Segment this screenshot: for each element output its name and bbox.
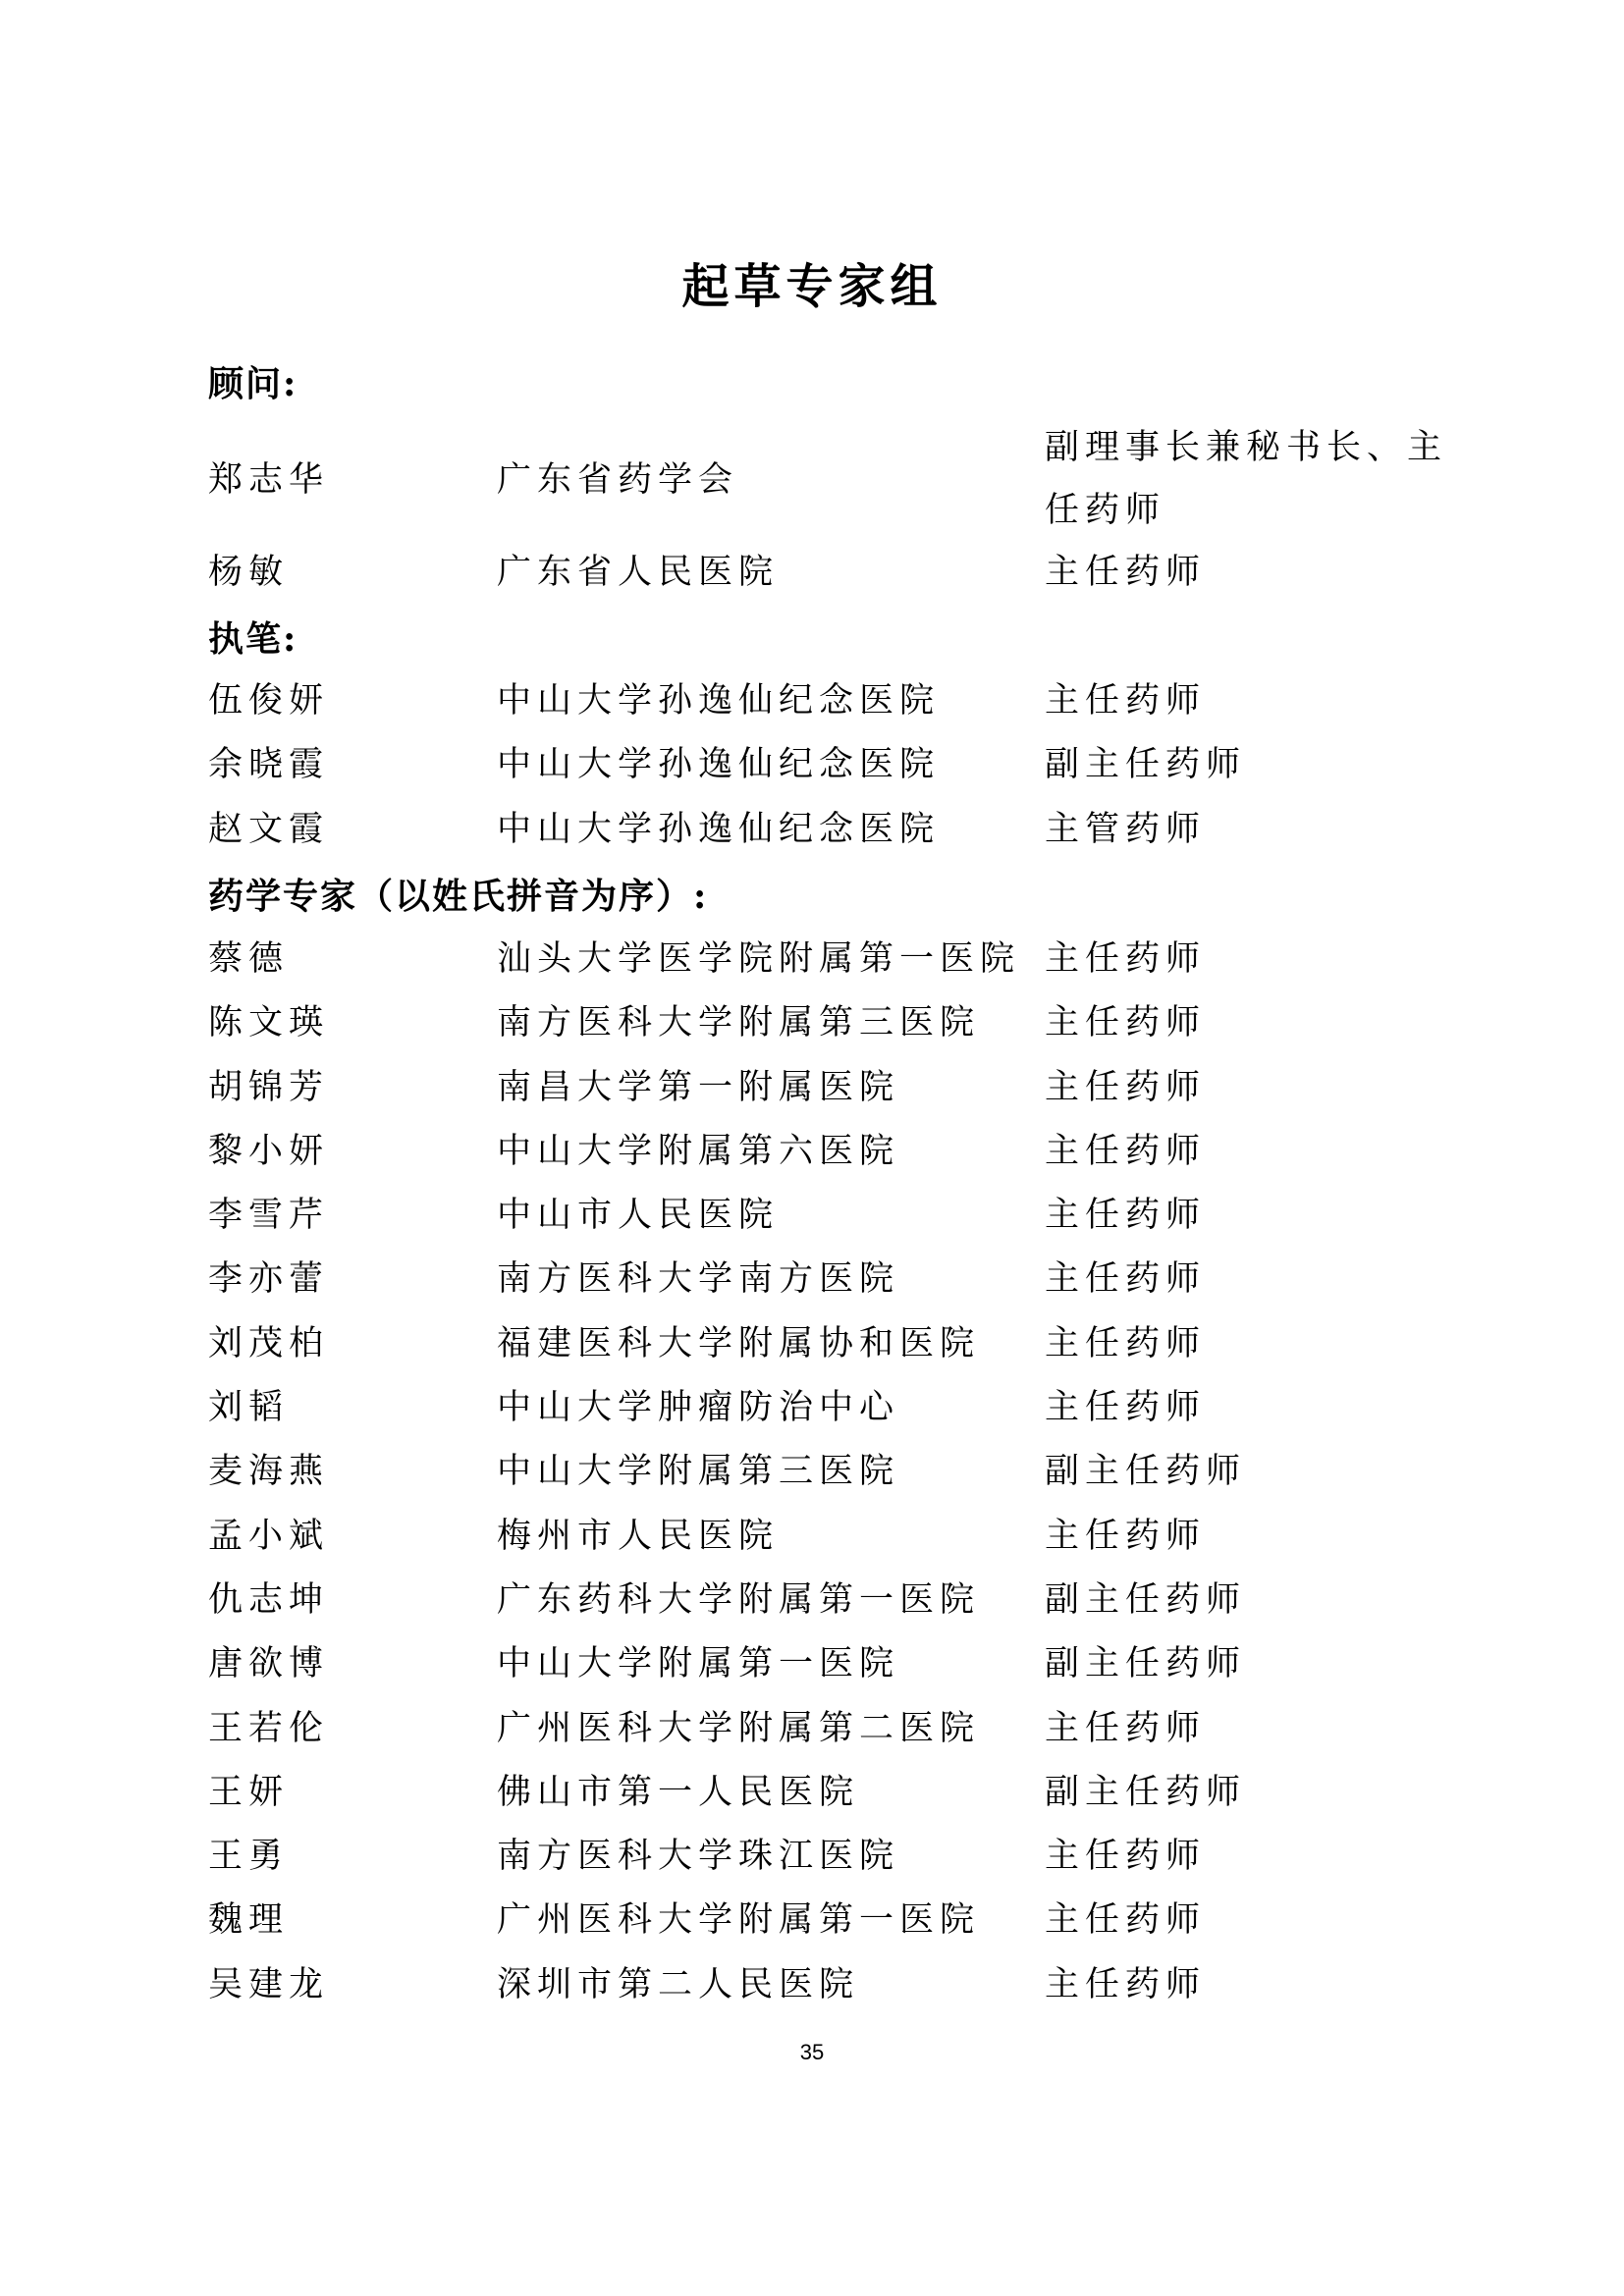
member-name: 胡锦芳	[208, 1068, 330, 1107]
member-position: 主任药师	[1045, 1259, 1207, 1299]
list-item	[0, 1381, 1624, 1434]
page-number: 35	[799, 2040, 825, 2064]
list-item	[0, 1766, 1624, 1819]
member-position: 主任药师	[1045, 1900, 1207, 1940]
page-title: 起草专家组	[681, 259, 943, 314]
member-position: 主任药师	[1045, 1965, 1207, 2004]
member-organization: 广州医科大学附属第二医院	[497, 1709, 981, 1748]
list-item	[0, 1445, 1624, 1498]
member-position: 主任药师	[1045, 939, 1207, 979]
member-name: 刘茂柏	[208, 1324, 330, 1363]
list-item	[0, 996, 1624, 1049]
list-item	[0, 1125, 1624, 1178]
member-organization: 南方医科大学珠江医院	[497, 1837, 900, 1876]
member-organization: 中山市人民医院	[497, 1196, 780, 1235]
member-organization: 中山大学附属第三医院	[497, 1452, 900, 1491]
member-position: 主任药师	[1045, 553, 1207, 592]
member-organization: 广东药科大学附属第一医院	[497, 1580, 981, 1620]
member-name: 王若伦	[208, 1709, 330, 1748]
member-name: 魏理	[208, 1900, 290, 1940]
list-item	[0, 1253, 1624, 1306]
member-position: 主任药师	[1045, 1003, 1207, 1042]
member-name: 余晓霞	[208, 745, 330, 784]
member-name: 孟小斌	[208, 1517, 330, 1556]
list-item	[0, 1061, 1624, 1114]
member-position: 主任药师	[1045, 1837, 1207, 1876]
member-position: 副主任药师	[1045, 1773, 1247, 1812]
member-position: 主任药师	[1045, 681, 1207, 721]
section-heading-experts: 药学专家（以姓氏拼音为序）:	[208, 876, 709, 917]
member-name: 李雪芹	[208, 1196, 330, 1235]
member-name: 黎小妍	[208, 1132, 330, 1171]
member-name: 蔡德	[208, 939, 290, 979]
member-position: 副主任药师	[1045, 1580, 1247, 1620]
list-item	[0, 1958, 1624, 2011]
member-position: 副主任药师	[1045, 1452, 1247, 1491]
list-item	[0, 933, 1624, 986]
member-organization: 广州医科大学附属第一医院	[497, 1900, 981, 1940]
member-organization: 汕头大学医学院附属第一医院	[497, 939, 1021, 979]
member-name: 仇志坤	[208, 1580, 330, 1620]
member-organization: 福建医科大学附属协和医院	[497, 1324, 981, 1363]
member-position: 副主任药师	[1045, 1644, 1247, 1683]
member-name: 赵文霞	[208, 810, 330, 849]
list-item	[0, 1637, 1624, 1690]
member-organization: 广东省人民医院	[497, 553, 780, 592]
list-item	[0, 1830, 1624, 1883]
member-position: 副主任药师	[1045, 745, 1247, 784]
member-name: 王勇	[208, 1837, 290, 1876]
list-item	[0, 738, 1624, 791]
list-item	[0, 1702, 1624, 1755]
member-name: 唐欲博	[208, 1644, 330, 1683]
member-organization: 南方医科大学南方医院	[497, 1259, 900, 1299]
member-organization: 深圳市第二人民医院	[497, 1965, 860, 2004]
member-organization: 佛山市第一人民医院	[497, 1773, 860, 1812]
member-name: 郑志华	[208, 460, 330, 500]
member-organization: 中山大学孙逸仙纪念医院	[497, 681, 941, 721]
list-item	[0, 1894, 1624, 1947]
member-position: 主任药师	[1045, 1709, 1207, 1748]
member-name: 麦海燕	[208, 1452, 330, 1491]
member-name: 吴建龙	[208, 1965, 330, 2004]
member-position: 主任药师	[1045, 1068, 1207, 1107]
list-item	[0, 803, 1624, 856]
member-position: 主任药师	[1045, 1196, 1207, 1235]
list-item	[0, 1317, 1624, 1370]
member-organization: 梅州市人民医院	[497, 1517, 780, 1556]
member-organization: 中山大学肿瘤防治中心	[497, 1388, 900, 1427]
member-position: 主任药师	[1045, 1388, 1207, 1427]
list-item	[0, 674, 1624, 727]
member-organization: 中山大学孙逸仙纪念医院	[497, 745, 941, 784]
list-item	[0, 1574, 1624, 1627]
member-name: 王妍	[208, 1773, 290, 1812]
list-item	[0, 1510, 1624, 1563]
member-organization: 南昌大学第一附属医院	[497, 1068, 900, 1107]
list-item	[0, 1189, 1624, 1242]
section-heading-advisors: 顾问:	[208, 363, 298, 404]
member-name: 杨敏	[208, 553, 290, 592]
member-name: 伍俊妍	[208, 681, 330, 721]
member-organization: 中山大学附属第六医院	[497, 1132, 900, 1171]
member-position: 主管药师	[1045, 810, 1207, 849]
section-heading-writers: 执笔:	[208, 618, 298, 660]
member-organization: 南方医科大学附属第三医院	[497, 1003, 981, 1042]
list-item	[0, 416, 1624, 544]
member-name: 刘韬	[208, 1388, 290, 1427]
list-item	[0, 546, 1624, 599]
member-position: 主任药师	[1045, 1324, 1207, 1363]
member-position: 副理事长兼秘书长、主任药师	[1045, 428, 1448, 530]
member-name: 李亦蕾	[208, 1259, 330, 1299]
member-name: 陈文瑛	[208, 1003, 330, 1042]
member-organization: 中山大学附属第一医院	[497, 1644, 900, 1683]
member-organization: 中山大学孙逸仙纪念医院	[497, 810, 941, 849]
member-organization: 广东省药学会	[497, 460, 739, 500]
member-position: 主任药师	[1045, 1132, 1207, 1171]
member-position: 主任药师	[1045, 1517, 1207, 1556]
